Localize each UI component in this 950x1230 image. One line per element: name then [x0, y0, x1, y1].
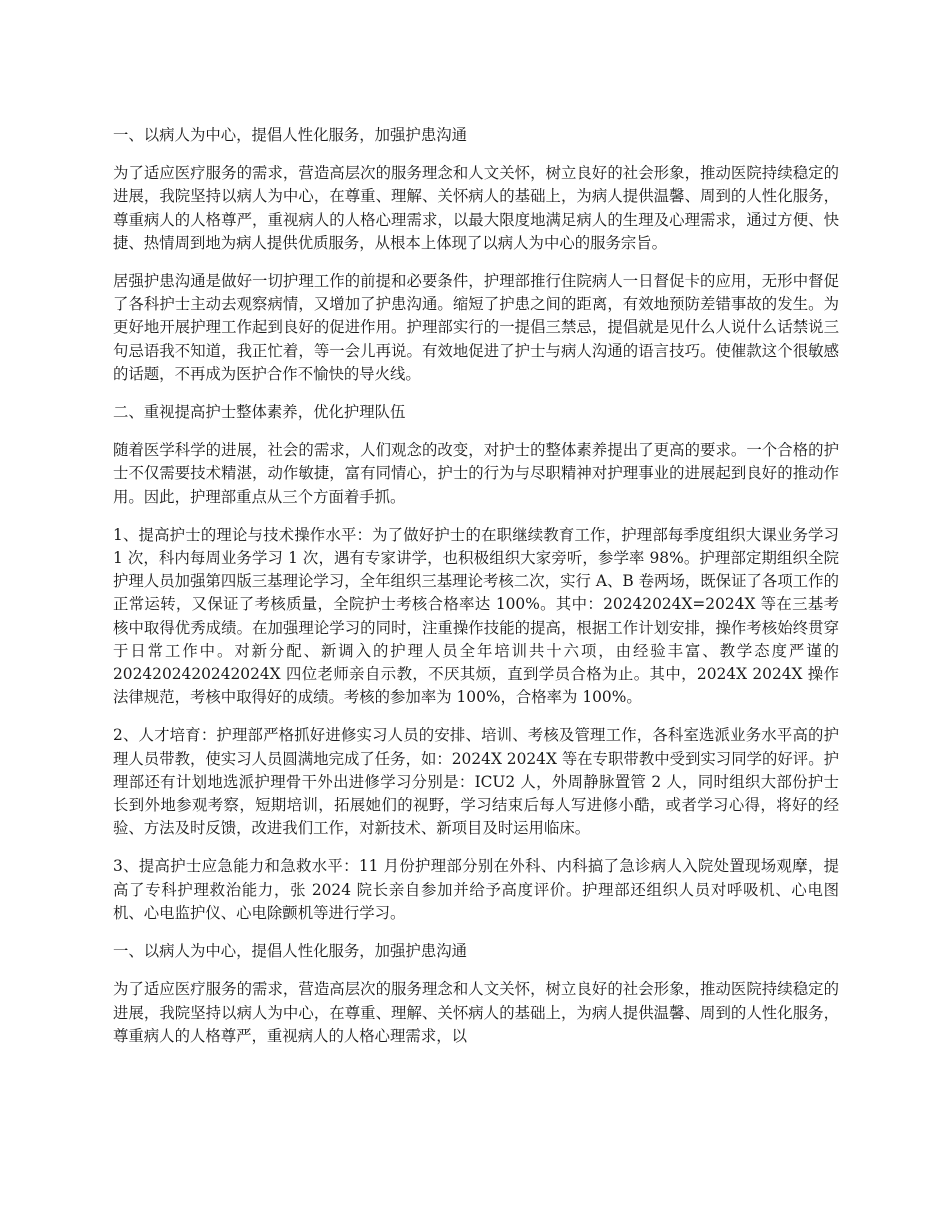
paragraph-6: 3、提高护士应急能力和急救水平：11 月份护理部分别在外科、内科搞了急诊病人入院处置现场观摩，提高了专科护理救治能力，张 2024 院长亲自参加并给予高度评价。护理部还组织人员对呼吸机、心电图机、心电监护仪、心电除颤机等进行学习。: [113, 857, 839, 922]
section-heading-2: 二、重视提高护士整体素养，优化护理队伍: [113, 403, 406, 422]
paragraph-4: 1、提高护士的理论与技术操作水平：为了做好护士的在职继续教育工作，护理部每季度组织大课业务学习 1 次，科内每周业务学习 1 次，遇有专家讲学，也积极组织大家旁听，参学率 98%。护理部定期组织全院护理人员加强第四版三基理论学习，全年组织三基理论考核二次，实行 A、B 卷两场，既保证了各项工作的正常运转，又保证了考核质量，全院护士考核合格率达 100%。其中：20242024X=2024X 等在三基考核中取得优秀成绩。在加强理论学习的同时，注重操作技能的提高，根据工作计划安排，操作考核始终贯穿于日常工作中。对新分配、新调入的护理人员全年培训共十六项，由经验丰富、教学态度严谨的 2024202420242024X 四位老师亲自示教，不厌其烦，直到学员合格为止。其中，2024X 2024X 操作法律规范，考核中取得好的成绩。考核的参加率为 100%，合格率为 100%。: [113, 525, 839, 707]
paragraph-5: 2、人才培育：护理部严格抓好进修实习人员的安排、培训、考核及管理工作，各科室选派业务水平高的护理人员带教，使实习人员圆满地完成了任务，如：2024X 2024X 等在专职带教中受到实习同学的好评。护理部还有计划地选派护理骨干外出进修学习分别是：ICU2 人，外周静脉置管 2 人，同时组织大部份护士长到外地参观考察，短期培训，拓展她们的视野，学习结束后每人写进修小酷，或者学习心得，将好的经验、方法及时反馈，改进我们工作，对新技术、新项目及时运用临床。: [113, 726, 839, 838]
section-heading-1: 一、以病人为中心，提倡人性化服务，加强护患沟通: [113, 126, 467, 144]
section-heading-3: 一、以病人为中心，提倡人性化服务，加强护患沟通: [113, 942, 467, 961]
document-page: [113, 124, 839, 1063]
paragraph-7: 为了适应医疗服务的需求，营造高层次的服务理念和人文关怀，树立良好的社会形象，推动医院持续稳定的进展，我院坚持以病人为中心，在尊重、理解、关怀病人的基础上，为病人提供温馨、周到的人性化服务，尊重病人的人格尊严，重视病人的人格心理需求，以: [113, 980, 839, 1045]
paragraph-2: 居强护患沟通是做好一切护理工作的前提和必要条件，护理部推行住院病人一日督促卡的应用，无形中督促了各科护士主动去观察病情，又增加了护患沟通。缩短了护患之间的距离，有效地预防差错事故的发生。为更好地开展护理工作起到良好的促进作用。护理部实行的一提倡三禁忌，提倡就是见什么人说什么话禁说三句忌语我不知道，我正忙着，等一会儿再说。有效地促进了护士与病人沟通的语言技巧。使催款这个很敏感的话题，不再成为医护合作不愉快的导火线。: [113, 272, 839, 383]
paragraph-3: 随着医学科学的进展，社会的需求，人们观念的改变，对护士的整体素养提出了更高的要求。一个合格的护士不仅需要技术精湛，动作敏捷，富有同情心，护士的行为与尽职精神对护理事业的进展起到良好的推动作用。因此，护理部重点从三个方面着手抓。: [113, 441, 839, 506]
paragraph-1: 为了适应医疗服务的需求，营造高层次的服务理念和人文关怀，树立良好的社会形象，推动医院持续稳定的进展，我院坚持以病人为中心，在尊重、理解、关怀病人的基础上，为病人提供温馨、周到的人性化服务，尊重病人的人格尊严，重视病人的人格心理需求，以最大限度地满足病人的生理及心理需求，通过方便、快捷、热情周到地为病人提供优质服务，从根本上体现了以病人为中心的服务宗旨。: [113, 164, 839, 252]
